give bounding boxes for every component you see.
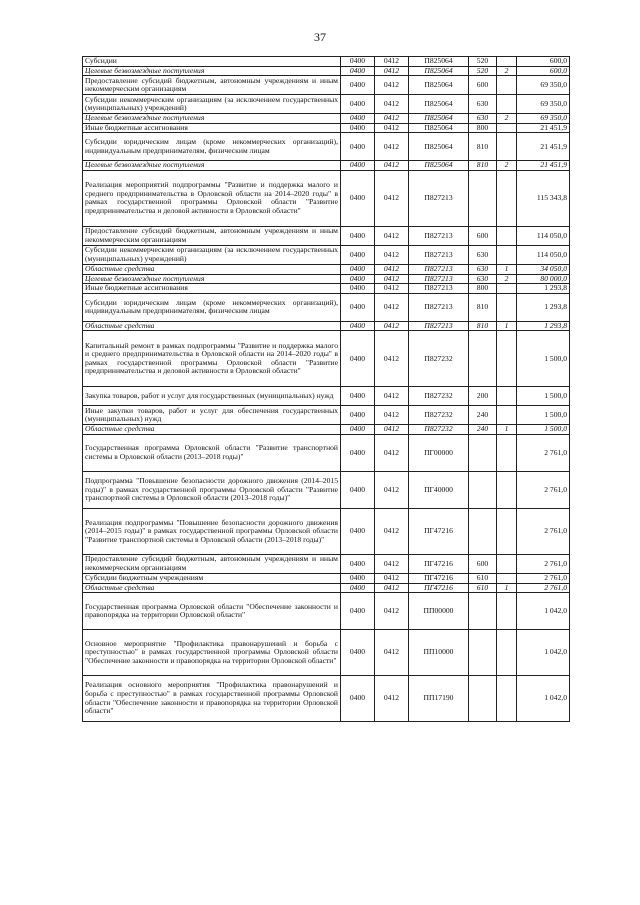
table-cell-funding-source: 1 xyxy=(497,321,517,331)
table-cell-target-article: П825064 xyxy=(409,161,469,171)
table-cell-subsection: 0412 xyxy=(375,133,409,161)
table-row xyxy=(83,114,570,124)
table-cell-subsection: 0412 xyxy=(375,434,409,471)
table-cell-expense-type: 630 xyxy=(469,95,497,114)
table-cell-name: Реализация мероприятий подпрограммы "Развитие и поддержка малого и среднего предпринимательства в Орловской области на 2014–2020 годы" в рамках государственной программы Орловской области "Развитие предпринимательства и деловой активности в Орловской области" xyxy=(83,170,341,226)
table-cell-section: 0400 xyxy=(341,425,375,435)
table-row xyxy=(83,170,570,226)
table-cell-funding-source xyxy=(497,434,517,471)
table-cell-name: Иные бюджетные ассигнования xyxy=(83,284,341,294)
table-row xyxy=(83,593,570,630)
table-cell-amount: 600,0 xyxy=(517,57,570,67)
table-cell-subsection: 0412 xyxy=(375,76,409,95)
table-cell-target-article: П825064 xyxy=(409,114,469,124)
table-cell-target-article: П827232 xyxy=(409,331,469,387)
table-row xyxy=(83,245,570,264)
table-cell-target-article: П827213 xyxy=(409,284,469,294)
table-cell-funding-source: 1 xyxy=(497,583,517,593)
table-cell-name: Субсидии xyxy=(83,57,341,67)
table-row xyxy=(83,133,570,161)
table-cell-section: 0400 xyxy=(341,593,375,630)
table-cell-expense-type xyxy=(469,170,497,226)
table-cell-amount: 1 500,0 xyxy=(517,387,570,406)
table-cell-section: 0400 xyxy=(341,434,375,471)
table-cell-section: 0400 xyxy=(341,170,375,226)
table-cell-target-article: ПГ00000 xyxy=(409,434,469,471)
table-cell-subsection: 0412 xyxy=(375,630,409,676)
table-cell-section: 0400 xyxy=(341,508,375,554)
table-row xyxy=(83,630,570,676)
table-cell-name: Субсидии некоммерческим организациям (за исключением государственных (муниципальных) учреждений) xyxy=(83,95,341,114)
table-cell-amount: 69 350,0 xyxy=(517,76,570,95)
table-cell-target-article: ПГ47216 xyxy=(409,508,469,554)
table-cell-subsection: 0412 xyxy=(375,573,409,583)
table-cell-target-article: П825064 xyxy=(409,57,469,67)
table-cell-subsection: 0412 xyxy=(375,66,409,76)
table-cell-funding-source: 2 xyxy=(497,274,517,284)
table-cell-expense-type xyxy=(469,508,497,554)
table-row xyxy=(83,434,570,471)
budget-table xyxy=(82,56,570,722)
table-cell-name: Закупка товаров, работ и услуг для государственных (муниципальных) нужд xyxy=(83,387,341,406)
table-cell-target-article: П827232 xyxy=(409,406,469,425)
table-cell-name: Реализация основного мероприятия "Профилактика правонарушений и борьба с преступностью" в рамках государственной программы Орловской области "Обеспечение законности и правопорядка на территории Орловской области" xyxy=(83,676,341,722)
table-row xyxy=(83,554,570,573)
table-row xyxy=(83,123,570,133)
table-cell-amount: 21 451,9 xyxy=(517,123,570,133)
table-cell-name: Субсидии юридическим лицам (кроме некоммерческих организаций), индивидуальным предпринимателям, физическим лицам xyxy=(83,293,341,321)
table-cell-subsection: 0412 xyxy=(375,583,409,593)
table-cell-amount: 1 042,0 xyxy=(517,630,570,676)
table-row xyxy=(83,321,570,331)
table-cell-section: 0400 xyxy=(341,554,375,573)
table-cell-name: Целевые безвозмездные поступления xyxy=(83,274,341,284)
table-cell-expense-type xyxy=(469,676,497,722)
table-cell-subsection: 0412 xyxy=(375,245,409,264)
table-cell-subsection: 0412 xyxy=(375,554,409,573)
table-cell-subsection: 0412 xyxy=(375,331,409,387)
table-cell-section: 0400 xyxy=(341,66,375,76)
table-cell-expense-type xyxy=(469,630,497,676)
table-cell-subsection: 0412 xyxy=(375,321,409,331)
table-cell-target-article: ПГ40000 xyxy=(409,471,469,508)
table-row xyxy=(83,508,570,554)
table-cell-expense-type: 600 xyxy=(469,76,497,95)
table-cell-section: 0400 xyxy=(341,387,375,406)
table-cell-amount: 21 451,9 xyxy=(517,133,570,161)
table-cell-section: 0400 xyxy=(341,274,375,284)
table-cell-name: Субсидии юридическим лицам (кроме некоммерческих организаций), индивидуальным предпринимателям, физическим лицам xyxy=(83,133,341,161)
table-body xyxy=(83,57,570,722)
table-cell-target-article: П825064 xyxy=(409,66,469,76)
table-cell-funding-source xyxy=(497,593,517,630)
table-cell-expense-type xyxy=(469,331,497,387)
table-cell-name: Субсидии бюджетным учреждениям xyxy=(83,573,341,583)
table-row xyxy=(83,387,570,406)
table-cell-name: Предоставление субсидий бюджетным, автономным учреждениям и иным некоммерческим организациям xyxy=(83,76,341,95)
table-cell-amount: 600,0 xyxy=(517,66,570,76)
table-cell-section: 0400 xyxy=(341,676,375,722)
table-cell-funding-source xyxy=(497,508,517,554)
table-cell-amount: 1 042,0 xyxy=(517,593,570,630)
table-cell-section: 0400 xyxy=(341,114,375,124)
table-cell-funding-source: 1 xyxy=(497,425,517,435)
table-cell-section: 0400 xyxy=(341,284,375,294)
table-cell-target-article: П825064 xyxy=(409,133,469,161)
table-cell-target-article: П827232 xyxy=(409,425,469,435)
table-cell-expense-type: 600 xyxy=(469,226,497,245)
table-cell-funding-source xyxy=(497,471,517,508)
table-cell-target-article: П827232 xyxy=(409,387,469,406)
table-cell-section: 0400 xyxy=(341,583,375,593)
table-cell-name: Капитальный ремонт в рамках подпрограммы "Развитие и поддержка малого и среднего предпринимательства в Орловской области на 2014–2020 годы" в рамках государственной программы Орловской области "Развитие предпринимательства и деловой активности в Орловской области" xyxy=(83,331,341,387)
table-row xyxy=(83,293,570,321)
table-cell-section: 0400 xyxy=(341,293,375,321)
table-cell-subsection: 0412 xyxy=(375,170,409,226)
table-cell-funding-source xyxy=(497,630,517,676)
table-cell-target-article: П827213 xyxy=(409,245,469,264)
table-cell-section: 0400 xyxy=(341,331,375,387)
table-cell-target-article: П827213 xyxy=(409,170,469,226)
table-row xyxy=(83,583,570,593)
table-cell-expense-type: 600 xyxy=(469,554,497,573)
table-cell-subsection: 0412 xyxy=(375,123,409,133)
table-cell-funding-source xyxy=(497,387,517,406)
table-cell-expense-type xyxy=(469,434,497,471)
table-cell-amount: 1 500,0 xyxy=(517,425,570,435)
table-cell-funding-source xyxy=(497,554,517,573)
table-cell-expense-type: 200 xyxy=(469,387,497,406)
table-cell-name: Иные бюджетные ассигнования xyxy=(83,123,341,133)
table-cell-amount: 2 761,0 xyxy=(517,471,570,508)
table-cell-amount: 1 293,8 xyxy=(517,284,570,294)
table-cell-name: Предоставление субсидий бюджетным, автономным учреждениям и иным некоммерческим организациям xyxy=(83,554,341,573)
page-number: 37 xyxy=(314,30,326,44)
table-row xyxy=(83,425,570,435)
table-cell-section: 0400 xyxy=(341,321,375,331)
table-cell-expense-type: 240 xyxy=(469,425,497,435)
table-cell-amount: 21 451,9 xyxy=(517,161,570,171)
table-row xyxy=(83,284,570,294)
table-cell-amount: 2 761,0 xyxy=(517,434,570,471)
table-cell-funding-source xyxy=(497,123,517,133)
table-cell-target-article: П827213 xyxy=(409,274,469,284)
table-cell-expense-type: 630 xyxy=(469,114,497,124)
table-row xyxy=(83,66,570,76)
table-cell-subsection: 0412 xyxy=(375,226,409,245)
table-cell-name: Областные средства xyxy=(83,264,341,274)
table-cell-name: Целевые безвозмездные поступления xyxy=(83,114,341,124)
table-cell-section: 0400 xyxy=(341,573,375,583)
table-cell-funding-source xyxy=(497,573,517,583)
table-cell-name: Государственная программа Орловской области "Развитие транспортной системы в Орловской области (2013–2018 годы)" xyxy=(83,434,341,471)
table-cell-funding-source: 2 xyxy=(497,66,517,76)
table-cell-amount: 34 050,0 xyxy=(517,264,570,274)
table-cell-amount: 1 500,0 xyxy=(517,406,570,425)
table-cell-name: Предоставление субсидий бюджетным, автономным учреждениям и иным некоммерческим организациям xyxy=(83,226,341,245)
table-row xyxy=(83,226,570,245)
table-cell-section: 0400 xyxy=(341,76,375,95)
table-cell-subsection: 0412 xyxy=(375,274,409,284)
table-cell-subsection: 0412 xyxy=(375,114,409,124)
table-cell-target-article: ПГ47216 xyxy=(409,583,469,593)
table-cell-expense-type xyxy=(469,471,497,508)
table-cell-section: 0400 xyxy=(341,123,375,133)
table-cell-subsection: 0412 xyxy=(375,676,409,722)
table-cell-amount: 1 042,0 xyxy=(517,676,570,722)
table-cell-funding-source xyxy=(497,676,517,722)
table-cell-target-article: П827213 xyxy=(409,264,469,274)
table-cell-subsection: 0412 xyxy=(375,425,409,435)
table-cell-section: 0400 xyxy=(341,630,375,676)
table-cell-expense-type: 630 xyxy=(469,274,497,284)
table-cell-expense-type: 810 xyxy=(469,321,497,331)
table-cell-funding-source xyxy=(497,133,517,161)
table-cell-expense-type xyxy=(469,593,497,630)
table-row xyxy=(83,264,570,274)
table-cell-section: 0400 xyxy=(341,133,375,161)
table-cell-amount: 114 050,0 xyxy=(517,226,570,245)
table-cell-amount: 1 293,8 xyxy=(517,293,570,321)
table-cell-name: Целевые безвозмездные поступления xyxy=(83,66,341,76)
table-cell-name: Государственная программа Орловской области "Обеспечение законности и правопорядка на территории Орловской области" xyxy=(83,593,341,630)
table-cell-subsection: 0412 xyxy=(375,284,409,294)
table-cell-expense-type: 630 xyxy=(469,245,497,264)
table-row xyxy=(83,57,570,67)
table-cell-name: Реализация подпрограммы "Повышение безопасности дорожного движения (2014–2015 годы)" в рамках государственной программы Орловской области "Развитие транспортной системы в Орловской области (2013–2018 годы)" xyxy=(83,508,341,554)
table-row xyxy=(83,471,570,508)
table-cell-expense-type: 630 xyxy=(469,264,497,274)
table-cell-target-article: ПП00000 xyxy=(409,593,469,630)
table-cell-subsection: 0412 xyxy=(375,161,409,171)
table-cell-amount: 1 500,0 xyxy=(517,331,570,387)
table-cell-funding-source xyxy=(497,226,517,245)
table-cell-funding-source xyxy=(497,95,517,114)
table-cell-amount: 69 350,0 xyxy=(517,95,570,114)
table-cell-target-article: П827213 xyxy=(409,321,469,331)
table-cell-subsection: 0412 xyxy=(375,57,409,67)
table-cell-section: 0400 xyxy=(341,226,375,245)
table-cell-funding-source xyxy=(497,406,517,425)
table-cell-amount: 1 293,8 xyxy=(517,321,570,331)
table-cell-amount: 2 761,0 xyxy=(517,508,570,554)
table-cell-amount: 2 761,0 xyxy=(517,554,570,573)
table-cell-subsection: 0412 xyxy=(375,593,409,630)
table-cell-funding-source: 2 xyxy=(497,114,517,124)
table-row xyxy=(83,161,570,171)
table-cell-target-article: П825064 xyxy=(409,76,469,95)
table-cell-amount: 115 343,8 xyxy=(517,170,570,226)
table-cell-expense-type: 520 xyxy=(469,57,497,67)
table-cell-section: 0400 xyxy=(341,471,375,508)
table-cell-expense-type: 610 xyxy=(469,583,497,593)
table-cell-expense-type: 520 xyxy=(469,66,497,76)
table-cell-funding-source xyxy=(497,57,517,67)
table-cell-section: 0400 xyxy=(341,161,375,171)
table-cell-target-article: П827213 xyxy=(409,293,469,321)
table-cell-name: Основное мероприятие "Профилактика правонарушений и борьба с преступностью" в рамках государственной программы Орловской области "Обеспечение законности и правопорядка на территории Орловской области" xyxy=(83,630,341,676)
table-cell-target-article: ПГ47216 xyxy=(409,554,469,573)
table-cell-funding-source xyxy=(497,293,517,321)
table-cell-expense-type: 810 xyxy=(469,133,497,161)
table-row xyxy=(83,76,570,95)
table-cell-target-article: ПГ47216 xyxy=(409,573,469,583)
table-cell-section: 0400 xyxy=(341,245,375,264)
table-cell-name: Областные средства xyxy=(83,321,341,331)
table-cell-expense-type: 240 xyxy=(469,406,497,425)
table-cell-name: Подпрограмма "Повышение безопасности дорожного движения (2014–2015 годы)" в рамках государственной программы Орловской области "Развитие транспортной системы в Орловской области (2013–2018 годы)" xyxy=(83,471,341,508)
table-cell-name: Иные закупки товаров, работ и услуг для обеспечения государственных (муниципальных) нужд xyxy=(83,406,341,425)
table-cell-name: Целевые безвозмездные поступления xyxy=(83,161,341,171)
table-cell-funding-source xyxy=(497,170,517,226)
table-cell-amount: 114 050,0 xyxy=(517,245,570,264)
table-cell-target-article: ПП10000 xyxy=(409,630,469,676)
table-cell-target-article: ПП17190 xyxy=(409,676,469,722)
table-cell-subsection: 0412 xyxy=(375,387,409,406)
table-cell-amount: 2 761,0 xyxy=(517,573,570,583)
table-cell-funding-source xyxy=(497,284,517,294)
table-cell-expense-type: 800 xyxy=(469,123,497,133)
table-cell-subsection: 0412 xyxy=(375,95,409,114)
table-cell-subsection: 0412 xyxy=(375,264,409,274)
table-row xyxy=(83,676,570,722)
table-cell-target-article: П825064 xyxy=(409,123,469,133)
table-cell-name: Областные средства xyxy=(83,583,341,593)
table-cell-section: 0400 xyxy=(341,406,375,425)
table-cell-subsection: 0412 xyxy=(375,508,409,554)
table-cell-expense-type: 810 xyxy=(469,293,497,321)
table-row xyxy=(83,95,570,114)
table-cell-funding-source: 2 xyxy=(497,161,517,171)
table-cell-target-article: П827213 xyxy=(409,226,469,245)
table-cell-subsection: 0412 xyxy=(375,471,409,508)
table-cell-target-article: П825064 xyxy=(409,95,469,114)
table-row xyxy=(83,573,570,583)
table-cell-funding-source xyxy=(497,76,517,95)
table-cell-funding-source: 1 xyxy=(497,264,517,274)
table-cell-amount: 69 350,0 xyxy=(517,114,570,124)
table-cell-section: 0400 xyxy=(341,57,375,67)
table-cell-subsection: 0412 xyxy=(375,293,409,321)
table-cell-expense-type: 800 xyxy=(469,284,497,294)
table-cell-expense-type: 610 xyxy=(469,573,497,583)
table-cell-section: 0400 xyxy=(341,264,375,274)
table-cell-amount: 80 000,0 xyxy=(517,274,570,284)
table-cell-subsection: 0412 xyxy=(375,406,409,425)
table-cell-funding-source xyxy=(497,245,517,264)
table-row xyxy=(83,331,570,387)
table-cell-name: Субсидии некоммерческим организациям (за исключением государственных (муниципальных) учреждений) xyxy=(83,245,341,264)
table-cell-amount: 2 761,0 xyxy=(517,583,570,593)
table-cell-section: 0400 xyxy=(341,95,375,114)
table-cell-name: Областные средства xyxy=(83,425,341,435)
table-row xyxy=(83,406,570,425)
table-cell-funding-source xyxy=(497,331,517,387)
table-cell-expense-type: 810 xyxy=(469,161,497,171)
